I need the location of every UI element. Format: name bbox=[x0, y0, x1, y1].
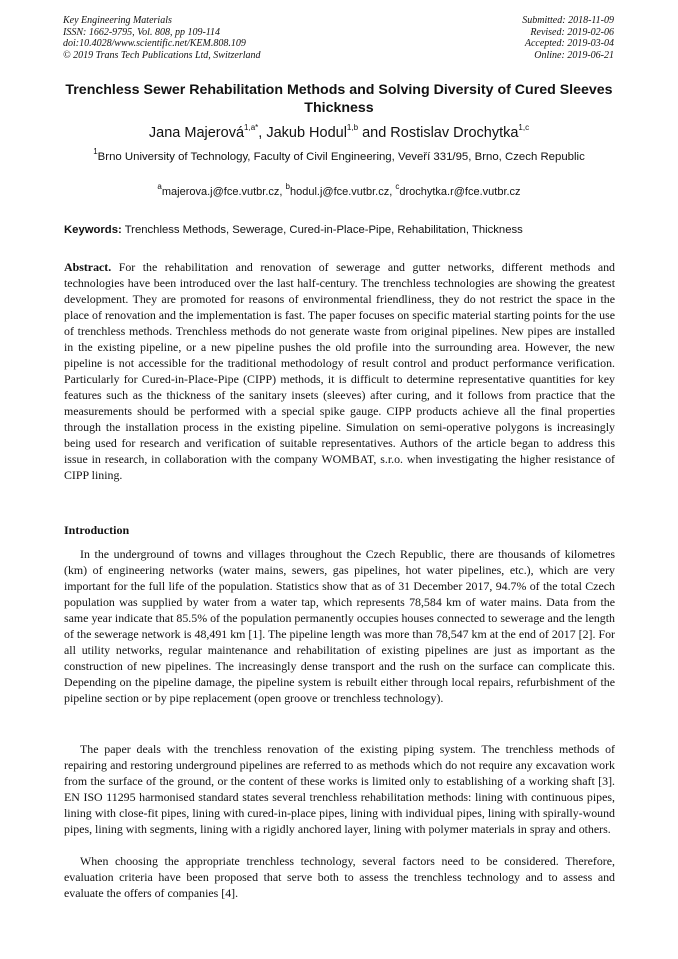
author-list bbox=[40, 124, 638, 142]
paper-title: Trenchless Sewer Rehabilitation Methods and Solving Diversity of Cured Sleeves Thickness bbox=[65, 82, 613, 116]
abstract bbox=[64, 259, 615, 483]
author-superscript: 1,c bbox=[518, 123, 530, 133]
author-superscript: 1,a* bbox=[244, 123, 259, 133]
revised-date: Revised: 2019-02-06 bbox=[530, 26, 614, 38]
email-address[interactable]: majerova.j@fce.vutbr.cz bbox=[161, 186, 280, 198]
email-superscript: c bbox=[395, 182, 400, 192]
doi: doi:10.4028/www.scientific.net/KEM.808.109 bbox=[63, 38, 246, 50]
keywords bbox=[64, 223, 616, 237]
email-address[interactable]: drochytka.r@fce.vutbr.cz bbox=[399, 186, 521, 198]
author-name: Rostislav Drochytka bbox=[390, 125, 519, 141]
email-address[interactable]: hodul.j@fce.vutbr.cz bbox=[290, 186, 390, 198]
author-name: Jakub Hodul bbox=[266, 125, 347, 141]
affiliation-text: Brno University of Technology, Faculty of Civil Engineering, Veveří 331/95, Brno, Czech Republic bbox=[97, 151, 585, 163]
author-superscript: 1,b bbox=[346, 123, 359, 133]
author-separator: , bbox=[258, 125, 267, 141]
introduction-paragraph: The paper deals with the trenchless renovation of the existing piping system. The trenchless methods of repairing and restoring underground pipelines are referred to as methods which do not require any excavation work from the surface of the ground, or the content of these works is limited only to establishing of a working shaft [3]. EN ISO 11295 harmonised standard states several trenchless rehabilitation methods: lining with continuous pipes, lining with close-fit pipes, lining with cured-in-place pipes, lining with individual pipes, lining with spirally-wound pipes, lining with segments, lining with a rigidly anchored layer, lining with polymer materials in spray and others. bbox=[64, 742, 615, 836]
abstract-text: For the rehabilitation and renovation of sewerage and gutter networks, different methods and technologies have been introduced over the last half-century. The trenchless technologies are showing the greatest development. They are promoted for reasons of environmental friendliness, they do not restrict the space in the place of renovation and the implementation is fast. The paper focuses on specific material starting points for the use of trenchless methods. Trenchless methods do not generate waste from original pipelines. New pipes are installed in the existing pipeline, or a new pipeline pushes the old profile into the surrounding area. However, the new pipeline is not accessible for the traditional methodology of result control and product performance verification. Particularly for Cured-in-Place-Pipe (CIPP) methods, it is difficult to determine representative quantities for key features such as the thickness of the sanitary insets (sleeves) after curing, and it follows from practice that the measurements should be performed with a special spike gauge. CIPP products achieve all the final properties through the installation process in the existing pipeline. Simulation on semi-operative polygons is increasingly being used for research and verification of suitable representatives. Authors of the article began to address this issue in research, in collaboration with the company WOMBAT, s.r.o. when investigating the higher resistance of CIPP lining. bbox=[64, 260, 615, 482]
introduction-paragraph: When choosing the appropriate trenchless technology, several factors need to be considered. Therefore, evaluation criteria have been proposed that serve both to assess the trenchless technology and to assess and evaluate the offers of companies [4]. bbox=[64, 854, 615, 900]
introduction-paragraph: In the underground of towns and villages throughout the Czech Republic, there are thousands of kilometres (km) of engineering networks (water mains, sewers, gas pipelines, hot water pipelines, etc.), which are very important for the full life of the population. Statistics show that as of 31 December 2017, 94.7% of the total Czech population was supplied by water from a water tap, which represents 78,584 km of water mains. Data from the same year indicate that 85.5% of the population permanently occupies houses connected to sewerage and the length of the sewerage network is 48,491 km [1]. The pipeline length was more than 78,547 km at the end of 2017 [2]. For all utility networks, regular maintenance and rehabilitation of existing pipelines are just as important as the construction of new pipelines. The increasingly dense transport and the rush on the surface can complicate this. Depending on the pipeline damage, the pipeline system is rebuilt either through local repairs, refurbishment of the pipeline section or by pipe replacement (open groove or trenchless technology). bbox=[64, 547, 615, 705]
affiliation-superscript: 1 bbox=[93, 147, 98, 157]
submitted-date: Submitted: 2018-11-09 bbox=[522, 15, 614, 26]
introduction-heading: Introduction bbox=[64, 523, 130, 537]
affiliation bbox=[80, 147, 598, 166]
email-superscript: b bbox=[285, 182, 290, 192]
abstract-label: Abstract. bbox=[64, 260, 112, 274]
email-separator: , bbox=[279, 186, 286, 198]
journal-info bbox=[63, 15, 261, 61]
author-name: Jana Majerová bbox=[148, 125, 245, 141]
keywords-text: Trenchless Methods, Sewerage, Cured-in-Place-Pipe, Rehabilitation, Thickness bbox=[121, 224, 523, 236]
accepted-date: Accepted: 2019-03-04 bbox=[524, 38, 614, 50]
issn-volume: ISSN: 1662-9795, Vol. 808, pp 109-114 bbox=[63, 26, 221, 38]
submission-dates bbox=[522, 15, 614, 61]
copyright: © 2019 Trans Tech Publications Ltd, Switzerland bbox=[63, 49, 261, 61]
email-separator: , bbox=[389, 186, 396, 198]
journal-name: Key Engineering Materials bbox=[63, 15, 172, 26]
email-superscript: a bbox=[157, 182, 162, 192]
online-date: Online: 2019-06-21 bbox=[534, 49, 614, 61]
author-separator: and bbox=[358, 125, 391, 141]
email-list bbox=[40, 182, 638, 199]
keywords-label: Keywords: bbox=[64, 224, 122, 236]
